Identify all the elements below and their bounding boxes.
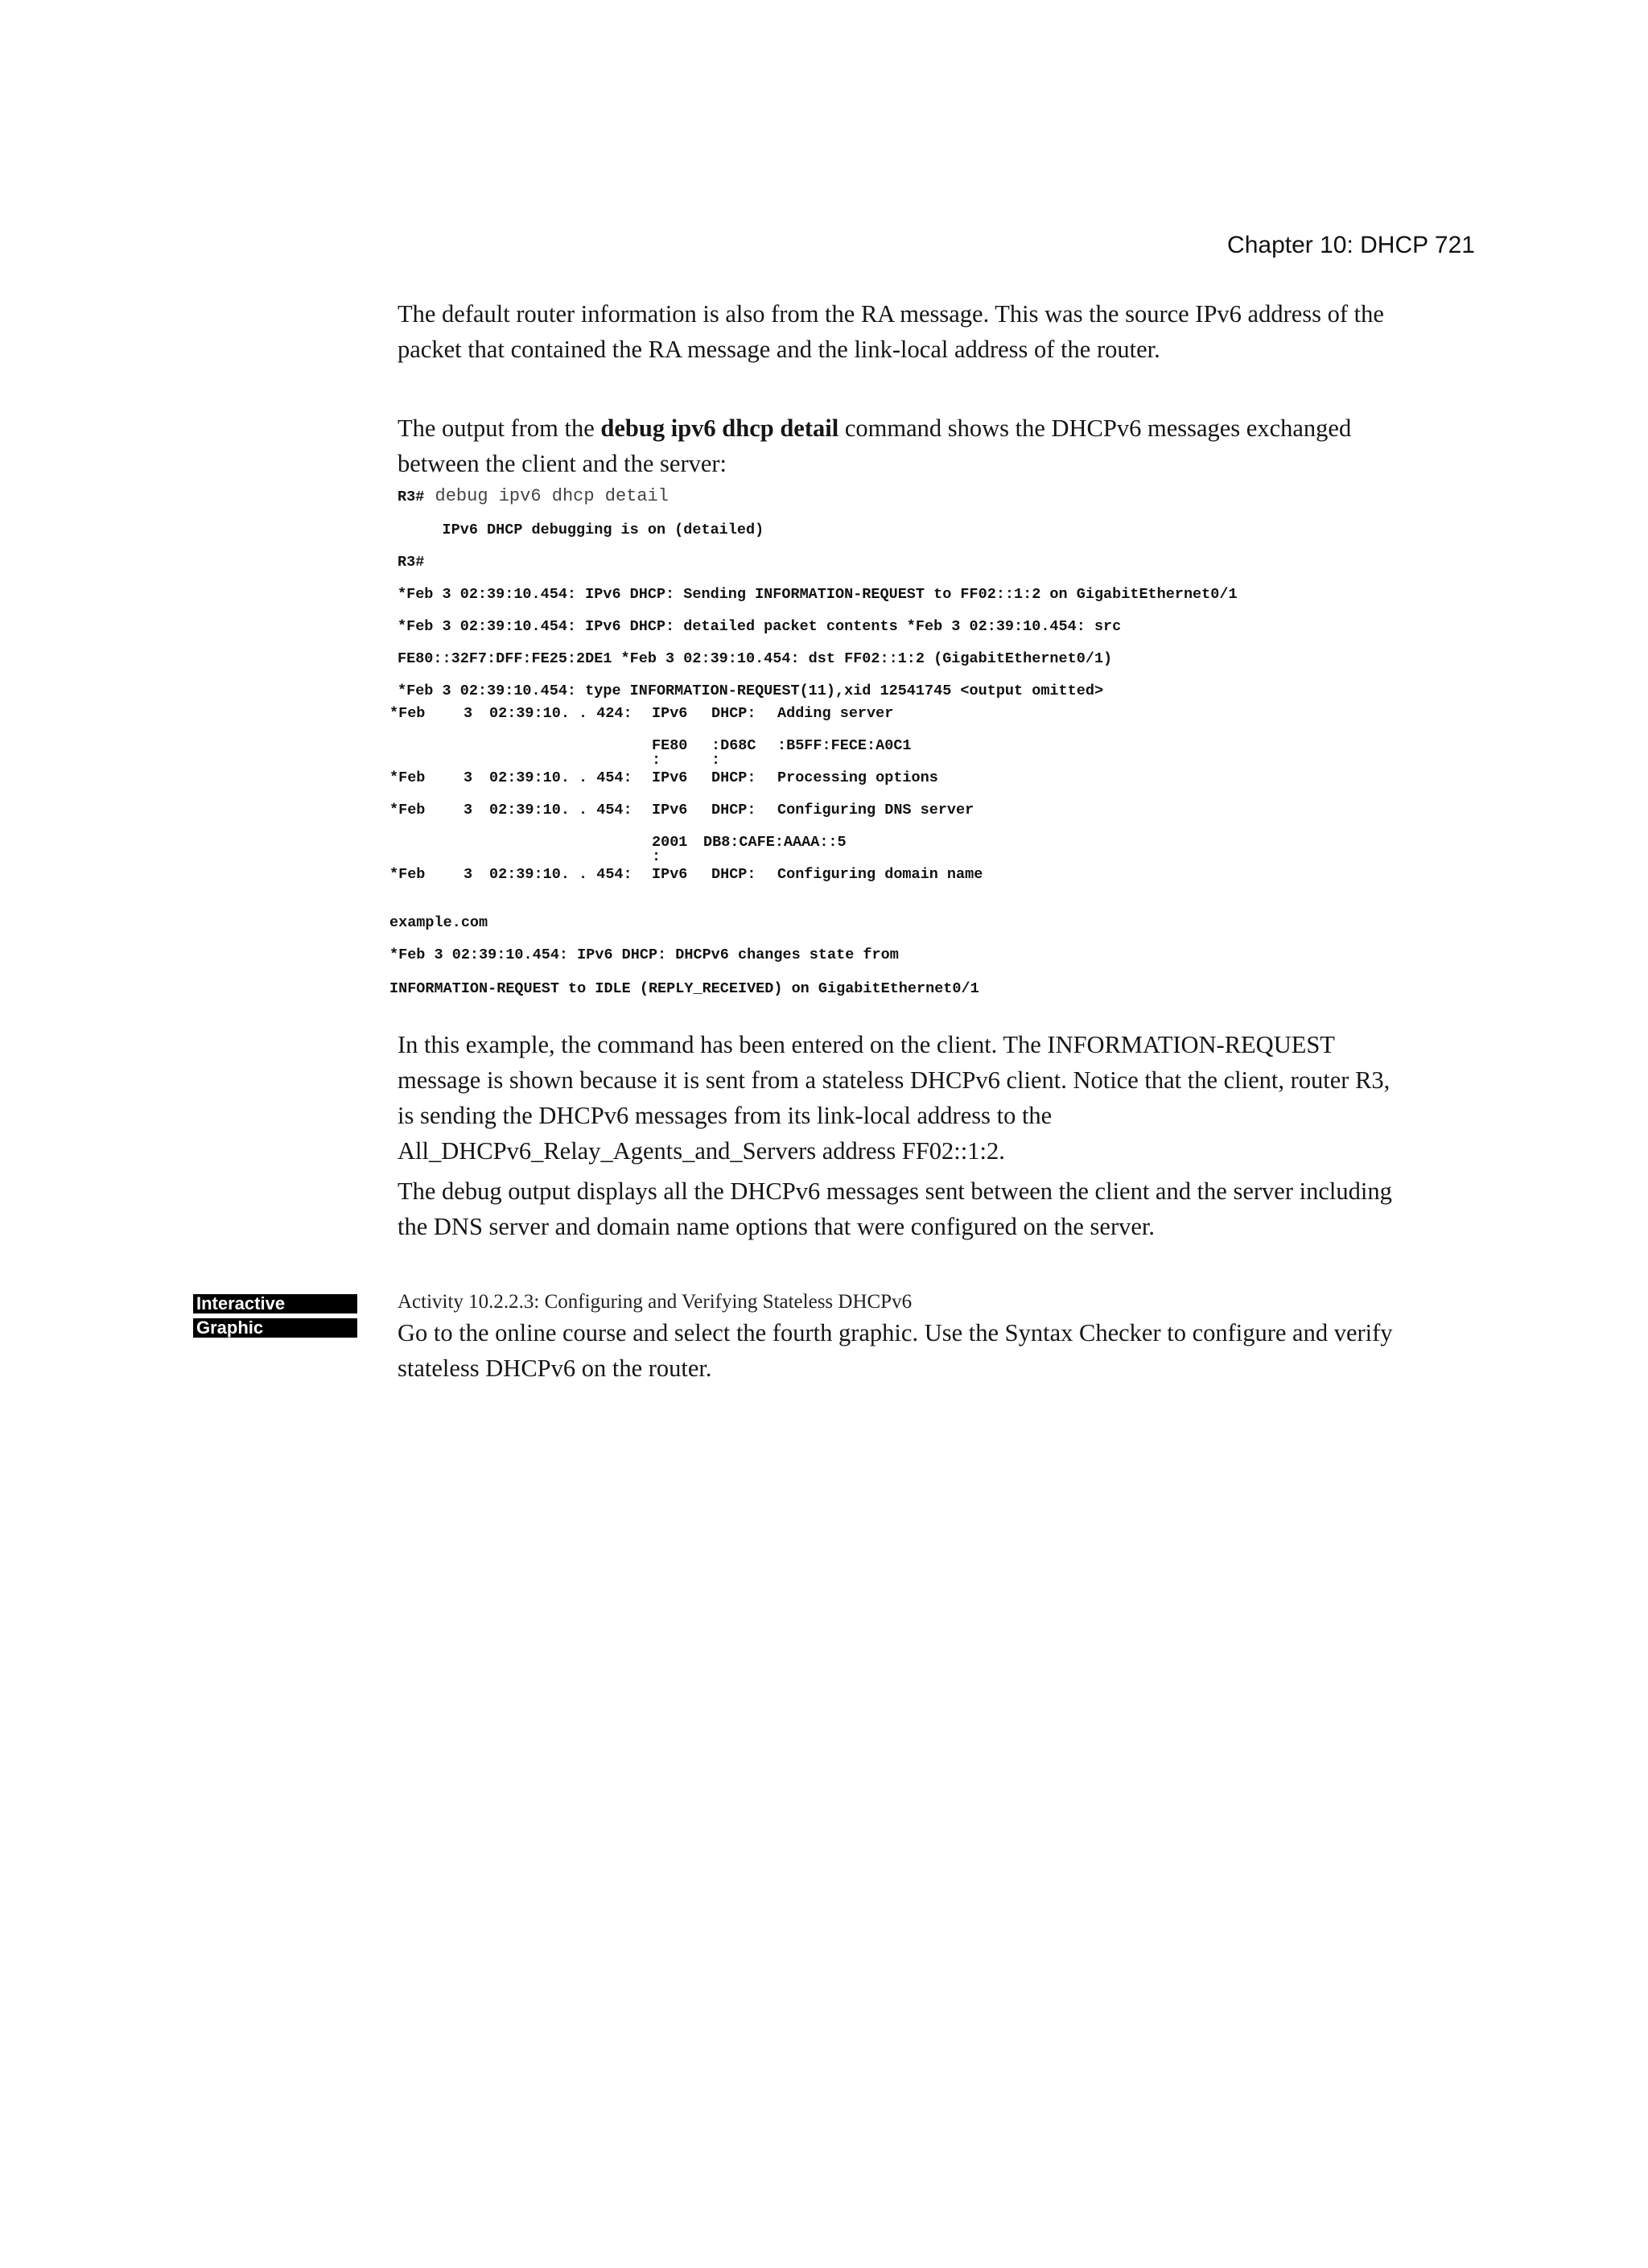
paragraph-debug-intro bbox=[398, 410, 1411, 481]
cell: :D68C bbox=[711, 737, 756, 754]
cell: Processing options bbox=[777, 769, 938, 786]
cell: 02:39:10. . 424: bbox=[489, 705, 632, 722]
cell: 3 bbox=[464, 769, 473, 786]
cell: *Feb bbox=[389, 705, 426, 722]
cell: 3 bbox=[464, 705, 473, 722]
code-line: *Feb 3 02:39:10.454: IPv6 DHCP: Sending INFORMATION-REQUEST to FF02::1:2 on GigabitEthernet0/1 bbox=[398, 586, 1238, 603]
cell: Configuring domain name bbox=[777, 866, 983, 883]
paragraph-debug-intro-before: The output from the bbox=[398, 414, 601, 442]
debug-command-bold: debug ipv6 dhcp detail bbox=[600, 414, 839, 442]
cell: 02:39:10. . 454: bbox=[489, 802, 632, 819]
debug-output-table bbox=[389, 705, 1114, 898]
code-prompt: R3# bbox=[398, 489, 425, 505]
interactive-graphic-badge-line2: Graphic bbox=[193, 1318, 357, 1338]
code-command-line bbox=[398, 486, 669, 506]
code-line: *Feb 3 02:39:10.454: IPv6 DHCP: DHCPv6 changes state from bbox=[389, 946, 899, 963]
cell: DHCP: bbox=[711, 769, 756, 786]
code-line: R3# bbox=[398, 554, 425, 571]
cell: Configuring DNS server bbox=[777, 802, 974, 819]
code-line: *Feb 3 02:39:10.454: IPv6 DHCP: detailed packet contents *Feb 3 02:39:10.454: src bbox=[398, 618, 1122, 635]
cell: : bbox=[652, 848, 661, 865]
code-command: debug ipv6 dhcp detail bbox=[424, 486, 669, 506]
paragraph-example-explanation: In this example, the command has been entered on the client. The INFORMATION-REQUEST message is shown because it is sent from a stateless DHCPv6 client. Notice that the client, router R3, is sending the DHCPv6 messages from its link-local address to the All_DHCPv6_Relay_Agents_and_Servers address FF02::1:2. bbox=[398, 1031, 1390, 1165]
cell: 02:39:10. . 454: bbox=[489, 866, 632, 883]
activity-instructions: Go to the online course and select the fourth graphic. Use the Syntax Checker to configure and verify stateless DHCPv6 on the router. bbox=[398, 1319, 1393, 1382]
code-line: *Feb 3 02:39:10.454: type INFORMATION-REQUEST(11),xid 12541745 <output omitted> bbox=[398, 682, 1104, 699]
cell: IPv6 bbox=[652, 802, 688, 819]
cell: *Feb bbox=[389, 866, 426, 883]
cell: : bbox=[711, 752, 721, 769]
paragraph-debug-summary: The debug output displays all the DHCPv6 messages sent between the client and the server including the DNS server and domain name options that were configured on the server. bbox=[398, 1177, 1392, 1240]
cell: 2001 bbox=[652, 834, 688, 851]
paragraph-debug-intro-after: command shows the DHCPv6 messages exchanged between the client and the server: bbox=[398, 414, 1352, 477]
paragraph-default-router: The default router information is also from the RA message. This was the source IPv6 address of the packet that contained the RA message and the link-local address of the router. bbox=[398, 300, 1384, 363]
cell: DHCP: bbox=[711, 866, 756, 883]
cell: FE80 bbox=[652, 737, 688, 754]
cell: 02:39:10. . 454: bbox=[489, 769, 632, 786]
cell: *Feb bbox=[389, 802, 426, 819]
cell: 3 bbox=[464, 866, 473, 883]
cell: DB8:CAFE:AAAA::5 bbox=[703, 834, 847, 851]
page-header: Chapter 10: DHCP 721 bbox=[1227, 232, 1475, 258]
cell: IPv6 bbox=[652, 866, 688, 883]
cell: 3 bbox=[464, 802, 473, 819]
cell: :B5FF:FECE:A0C1 bbox=[777, 737, 912, 754]
cell: DHCP: bbox=[711, 802, 756, 819]
cell: IPv6 bbox=[652, 769, 688, 786]
cell: Adding server bbox=[777, 705, 894, 722]
cell: DHCP: bbox=[711, 705, 756, 722]
code-line: IPv6 DHCP debugging is on (detailed) bbox=[398, 522, 764, 538]
code-line: example.com bbox=[389, 914, 488, 931]
cell: : bbox=[652, 752, 661, 769]
activity-label: Activity 10.2.2.3: Configuring and Verifying Stateless DHCPv6 bbox=[398, 1291, 913, 1313]
cell: IPv6 bbox=[652, 705, 688, 722]
interactive-graphic-badge-line1: Interactive bbox=[193, 1294, 357, 1313]
code-line: INFORMATION-REQUEST to IDLE (REPLY_RECEIVED) on GigabitEthernet0/1 bbox=[389, 980, 979, 997]
cell: *Feb bbox=[389, 769, 426, 786]
code-line: FE80::32F7:DFF:FE25:2DE1 *Feb 3 02:39:10.454: dst FF02::1:2 (GigabitEthernet0/1) bbox=[398, 650, 1113, 667]
